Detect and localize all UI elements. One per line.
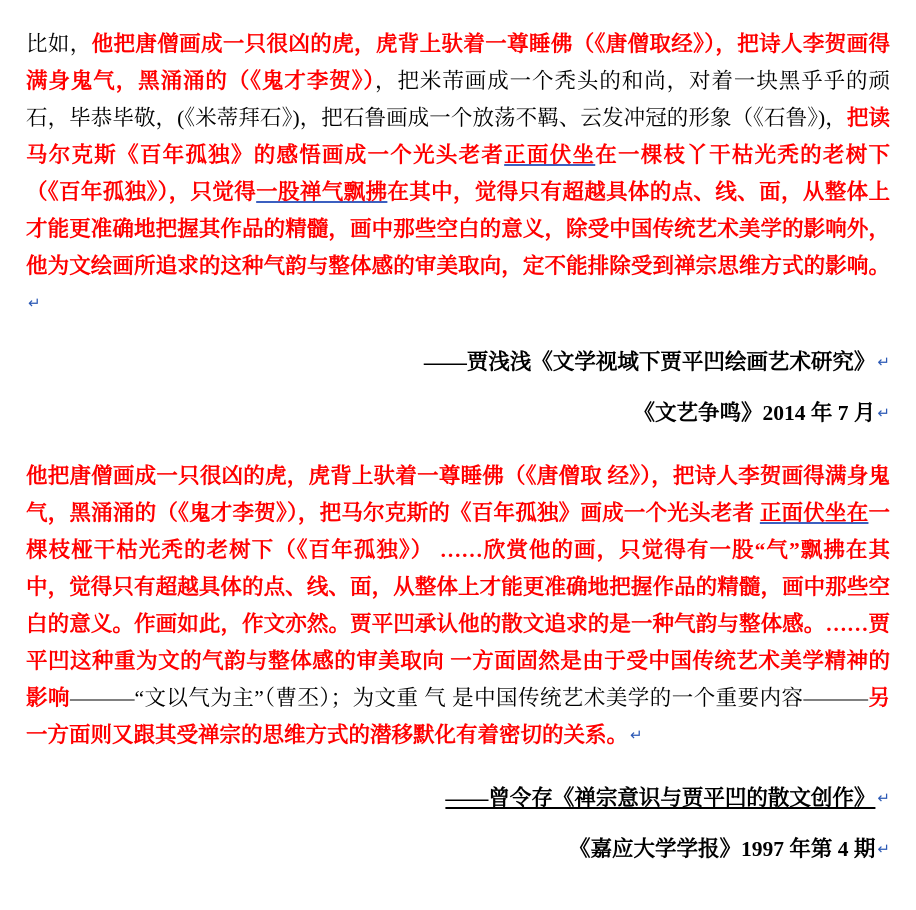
- attribution-text: ——贾浅浅《文学视域下贾平凹绘画艺术研究》: [423, 350, 876, 374]
- text-run: 把读马尔克斯《百年孤独》的感悟画成一个光头老者: [26, 106, 890, 167]
- text-run-underlined: 正面伏坐在: [759, 501, 869, 525]
- text-run: 比如，: [26, 32, 92, 56]
- attribution-3: [26, 780, 890, 817]
- quote-paragraph-1: [26, 26, 890, 322]
- attribution-1: [26, 344, 890, 381]
- text-run: 在其中，觉得只有超越具体的点、线、面，从整体上才能更准确地把握其作品的精髓，画中那些空白的意义，除受中国传统艺术美学的影响外，他为文绘画所追求的这种气韵与整体感的审美取向，定不能排除受到禅宗思维方式的影响。: [26, 180, 890, 278]
- text-run: ，把米芾画成一个秃头的和尚，对着一块黑乎乎的顽石，毕恭毕敬，(《米蒂拜石》)，把石鲁画成一个放荡不羁、云发冲冠的形象（《石鲁》)，: [26, 69, 890, 130]
- attribution-2: [26, 395, 890, 432]
- text-run: 一棵枝桠干枯光秃的老树下（《百年孤独》） ……欣赏他的画，只觉得有一股“气”飘拂在其中，觉得只有超越具体的点、线、面，从整体上才能更准确地把握作品的精髓，画中那些空白的意义。作画如此，作文亦然。贾平凹承认他的散文追求的是一种气韵与整体感。……贾平凹这种重为文的气韵与整体感的审美取向 一方面固然是由于受中国传统艺术美学精神的影响: [26, 501, 890, 710]
- paragraph-mark: ↵: [877, 790, 890, 807]
- attribution-4: [26, 831, 890, 868]
- text-run-underlined: 一股禅气飘拂: [256, 180, 388, 204]
- text-run: ———“文以气为主”（曹丕）；为文重 气 是中国传统艺术美学的一个重要内容———: [69, 686, 869, 710]
- paragraph-mark: ↵: [877, 405, 890, 422]
- text-run: 另一方面则又跟其受禅宗的思维方式的潜移默化有着密切的关系。: [26, 686, 890, 747]
- attribution-source: 《嘉应大学学报》1997 年第 4 期: [569, 837, 876, 861]
- text-run: 他把唐僧画成一只很凶的虎，虎背上驮着一尊睡佛（《唐僧取 经》），把诗人李贺画得满身鬼气，黑涌涌的（《鬼才李贺》），把马尔克斯的《百年孤独》画成一个光头老者: [26, 464, 890, 525]
- text-run: 他把唐僧画成一只很凶的虎，虎背上驮着一尊睡佛（《唐僧取经》），把诗人李贺画得满身鬼气，黑涌涌的（《鬼才李贺》）: [26, 32, 890, 93]
- attribution-source: 《文艺争鸣》2014 年 7 月: [633, 401, 876, 425]
- text-run: 在一棵枝丫干枯光秃的老树下（《百年孤独》），只觉得: [26, 143, 890, 204]
- paragraph-mark: ↵: [28, 295, 41, 312]
- paragraph-mark: ↵: [877, 354, 890, 371]
- paragraph-mark: ↵: [877, 841, 890, 858]
- quote-paragraph-2: [26, 458, 890, 754]
- text-run-underlined: 正面伏坐: [504, 143, 596, 167]
- attribution-text: ——曾令存《禅宗意识与贾平凹的散文创作》: [445, 786, 876, 810]
- paragraph-mark: ↵: [630, 727, 643, 744]
